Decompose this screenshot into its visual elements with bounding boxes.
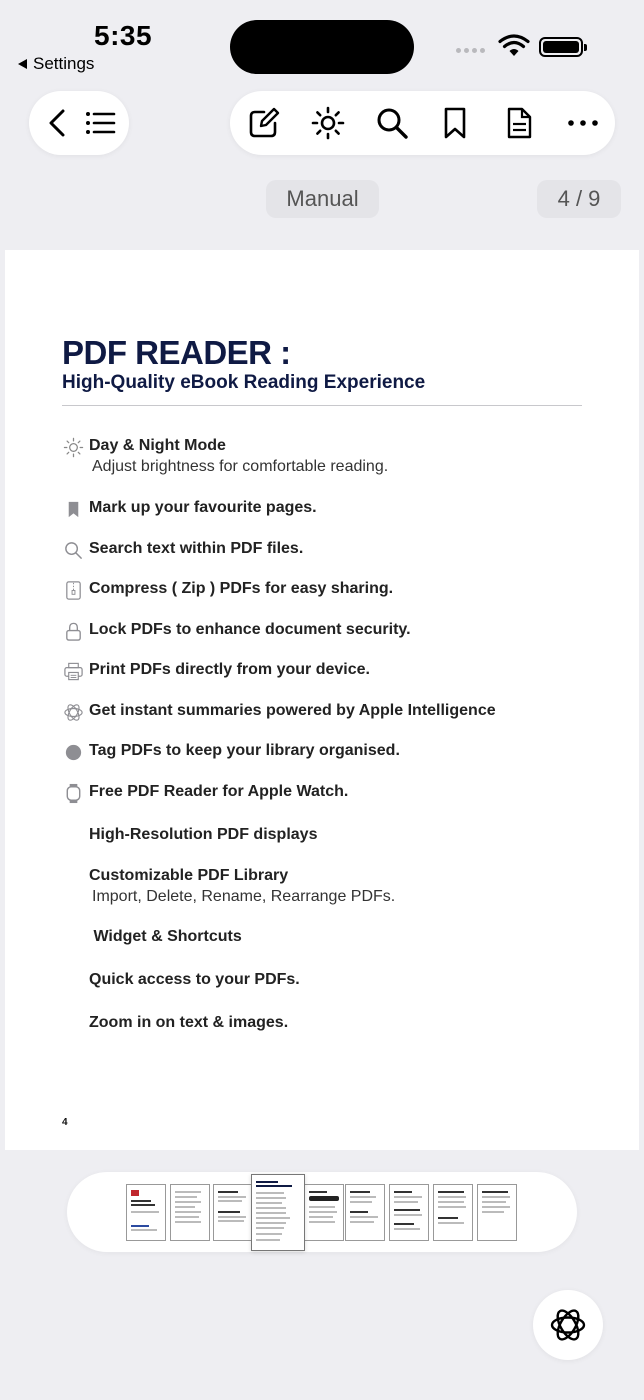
page-heading: PDF READER : [62, 334, 291, 371]
feature-text: Zoom in on text & images. [89, 1014, 289, 1031]
feature-item [62, 499, 317, 520]
feature-text: Customizable PDF Library [89, 867, 289, 884]
feature-item [89, 1014, 288, 1032]
feature-text: Free PDF Reader for Apple Watch. [89, 783, 349, 800]
lock-icon [62, 620, 84, 642]
wifi-icon [498, 34, 530, 58]
page-number: 4 [62, 1117, 68, 1128]
search-icon [62, 539, 84, 561]
feature-text: Compress ( Zip ) PDFs for easy sharing. [89, 580, 394, 597]
thumbnail-strip[interactable] [67, 1172, 577, 1252]
chevron-left-icon[interactable] [38, 103, 78, 143]
feature-item [62, 702, 496, 723]
apple-intelligence-button[interactable] [533, 1290, 603, 1360]
feature-text: Quick access to your PDFs. [89, 971, 300, 988]
feature-text: Search text within PDF files. [89, 540, 304, 557]
list-icon[interactable] [80, 103, 120, 143]
feature-item [62, 437, 388, 476]
feature-text: Widget & Shortcuts [89, 928, 242, 945]
page-thumbnail[interactable] [304, 1184, 344, 1241]
feature-subtext: Adjust brightness for comfortable reading. [92, 458, 389, 475]
tag-dot-icon [62, 741, 84, 763]
printer-icon [62, 660, 84, 682]
page-subheading: High-Quality eBook Reading Experience [62, 372, 426, 393]
feature-item [89, 826, 317, 844]
page-thumbnail[interactable] [170, 1184, 210, 1241]
page-thumbnail[interactable] [345, 1184, 385, 1241]
cellular-icon [456, 48, 485, 53]
status-time: 5:35 [94, 20, 153, 51]
page-thumbnail-active[interactable] [251, 1174, 305, 1251]
bookmark-icon[interactable] [435, 103, 475, 143]
dynamic-island [230, 20, 414, 74]
feature-item [62, 783, 348, 804]
feature-item [62, 742, 400, 763]
apple-intelligence-icon [548, 1305, 588, 1345]
feature-item [89, 867, 395, 906]
feature-text: Get instant summaries powered by Apple Intelligence [89, 702, 496, 719]
feature-item [62, 661, 370, 682]
zip-icon [62, 579, 84, 601]
feature-text: Mark up your favourite pages. [89, 499, 317, 516]
feature-item [89, 971, 300, 989]
brightness-icon[interactable] [308, 103, 348, 143]
page-thumbnail[interactable] [433, 1184, 473, 1241]
search-icon[interactable] [372, 103, 412, 143]
page-thumbnail[interactable] [389, 1184, 429, 1241]
document-toolbar [230, 91, 615, 155]
watch-icon [62, 782, 84, 804]
navigation-toolbar [29, 91, 129, 155]
feature-item [62, 621, 411, 642]
more-icon[interactable] [563, 103, 603, 143]
apple-intelligence-icon [62, 701, 84, 723]
feature-text: Tag PDFs to keep your library organised. [89, 742, 400, 759]
page-thumbnail[interactable] [213, 1184, 253, 1241]
annotate-icon[interactable] [244, 103, 284, 143]
feature-item [89, 928, 242, 946]
bookmark-icon [62, 498, 84, 520]
feature-item [62, 540, 303, 561]
document-icon[interactable] [499, 103, 539, 143]
pdf-page[interactable] [5, 250, 639, 1150]
back-to-settings-link[interactable] [18, 54, 94, 74]
page-thumbnail[interactable] [126, 1184, 166, 1241]
page-thumbnail[interactable] [477, 1184, 517, 1241]
feature-subtext: Import, Delete, Rename, Rearrange PDFs. [92, 888, 396, 905]
feature-text: Day & Night Mode [89, 437, 226, 454]
battery-icon [539, 37, 583, 57]
feature-text: Lock PDFs to enhance document security. [89, 621, 411, 638]
feature-item [62, 580, 393, 601]
back-to-settings-label: Settings [33, 54, 95, 73]
sun-icon [62, 436, 84, 458]
feature-text: High-Resolution PDF displays [89, 826, 318, 843]
back-triangle-icon [18, 59, 27, 69]
page-indicator[interactable]: 4 / 9 [537, 180, 621, 218]
document-title-chip[interactable]: Manual [266, 180, 379, 218]
heading-divider [62, 405, 582, 406]
feature-text: Print PDFs directly from your device. [89, 661, 370, 678]
